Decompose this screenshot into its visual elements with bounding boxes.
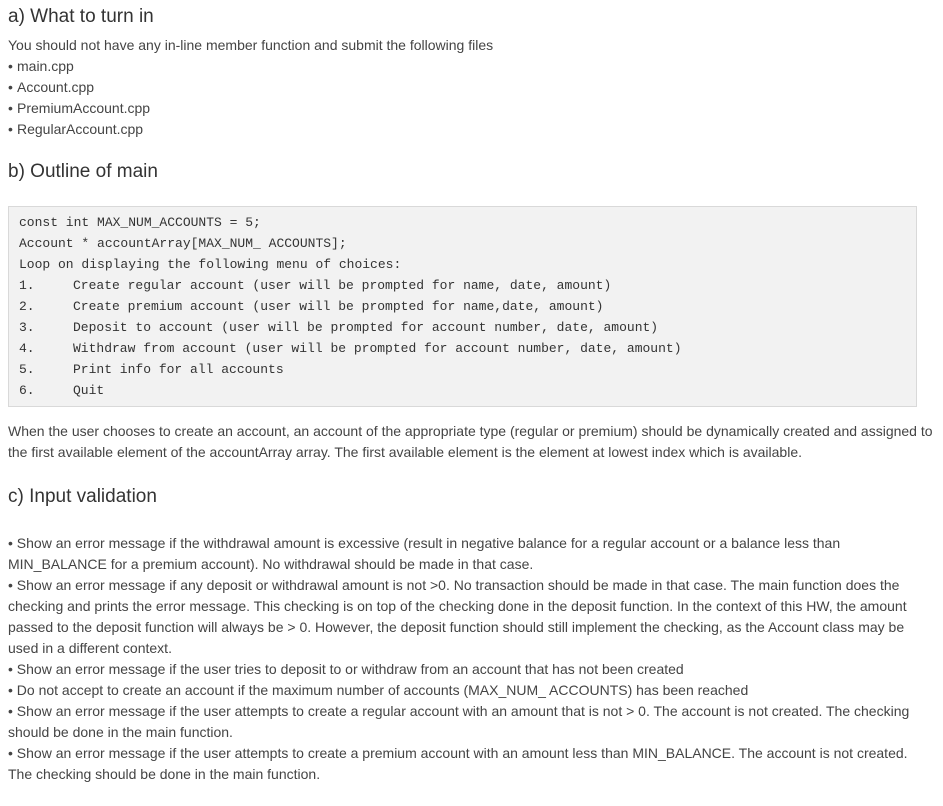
menu-item-number: 1. bbox=[19, 278, 35, 293]
menu-item-number: 4. bbox=[19, 341, 35, 356]
validation-rule: • Do not accept to create an account if the maximum number of accounts (MAX_NUM_ ACCOUNTS) has been reached bbox=[8, 682, 749, 698]
validation-rules bbox=[8, 533, 935, 785]
menu-item-text: Create premium account (user will be prompted for name,date, amount) bbox=[73, 299, 604, 314]
menu-item-number: 6. bbox=[19, 383, 35, 398]
code-line: Account * accountArray[MAX_NUM_ ACCOUNTS]; bbox=[19, 236, 347, 251]
menu-item-text: Create regular account (user will be prompted for name, date, amount) bbox=[73, 278, 612, 293]
file-list-item: • RegularAccount.cpp bbox=[8, 121, 144, 137]
file-name: main.cpp bbox=[17, 58, 74, 74]
menu-item-text: Withdraw from account (user will be prompted for account number, date, amount) bbox=[73, 341, 682, 356]
section-c-heading: c) Input validation bbox=[8, 486, 157, 507]
file-list bbox=[8, 56, 935, 140]
section-b-paragraph: When the user chooses to create an account, an account of the appropriate type (regular or premium) should be dynamically created and assigned to the first available element of the accountArray array. The first available element is the element at lowest index which is available. bbox=[8, 423, 933, 460]
section-a-intro: You should not have any in-line member function and submit the following files bbox=[8, 37, 494, 53]
menu-item bbox=[19, 380, 906, 401]
file-list-item: • Account.cpp bbox=[8, 79, 95, 95]
code-block bbox=[8, 206, 917, 407]
menu-item bbox=[19, 317, 906, 338]
code-line: Loop on displaying the following menu of choices: bbox=[19, 257, 402, 272]
menu-item-number: 5. bbox=[19, 362, 35, 377]
validation-rule: • Show an error message if the user attempts to create a premium account with an amount less than MIN_BALANCE. The account is not created. The checking should be done in the main function. bbox=[8, 745, 908, 782]
menu-item bbox=[19, 359, 906, 380]
file-name: Account.cpp bbox=[17, 79, 95, 95]
menu-item-number: 3. bbox=[19, 320, 35, 335]
section-a-heading: a) What to turn in bbox=[8, 6, 154, 27]
file-name: RegularAccount.cpp bbox=[17, 121, 144, 137]
menu-item bbox=[19, 296, 906, 317]
section-b-heading: b) Outline of main bbox=[8, 161, 158, 182]
validation-rule: • Show an error message if the withdrawal amount is excessive (result in negative balance for a regular account or a balance less than MIN_BALANCE for a premium account). No withdrawal should be made in that case. bbox=[8, 535, 841, 572]
menu-item-text: Deposit to account (user will be prompted for account number, date, amount) bbox=[73, 320, 659, 335]
file-name: PremiumAccount.cpp bbox=[17, 100, 151, 116]
menu-item bbox=[19, 275, 906, 296]
menu-item-text: Quit bbox=[73, 383, 105, 398]
menu-item bbox=[19, 338, 906, 359]
validation-rule: • Show an error message if the user tries to deposit to or withdraw from an account that has not been created bbox=[8, 661, 684, 677]
validation-rule: • Show an error message if the user attempts to create a regular account with an amount that is not > 0. The account is not created. The checking should be done in the main function. bbox=[8, 703, 910, 740]
file-list-item: • main.cpp bbox=[8, 58, 74, 74]
validation-rule: • Show an error message if any deposit or withdrawal amount is not >0. No transaction should be made in that case. The main function does the checking and prints the error message. This checking is on top of the checking done in the deposit function. In the context of this HW, the amount passed to the deposit function will always be > 0. However, the deposit function should still implement the checking, as the Account class may be used in a different context. bbox=[8, 577, 907, 656]
file-list-item: • PremiumAccount.cpp bbox=[8, 100, 151, 116]
code-line: const int MAX_NUM_ACCOUNTS = 5; bbox=[19, 215, 261, 230]
menu-item-number: 2. bbox=[19, 299, 35, 314]
menu-item-text: Print info for all accounts bbox=[73, 362, 284, 377]
